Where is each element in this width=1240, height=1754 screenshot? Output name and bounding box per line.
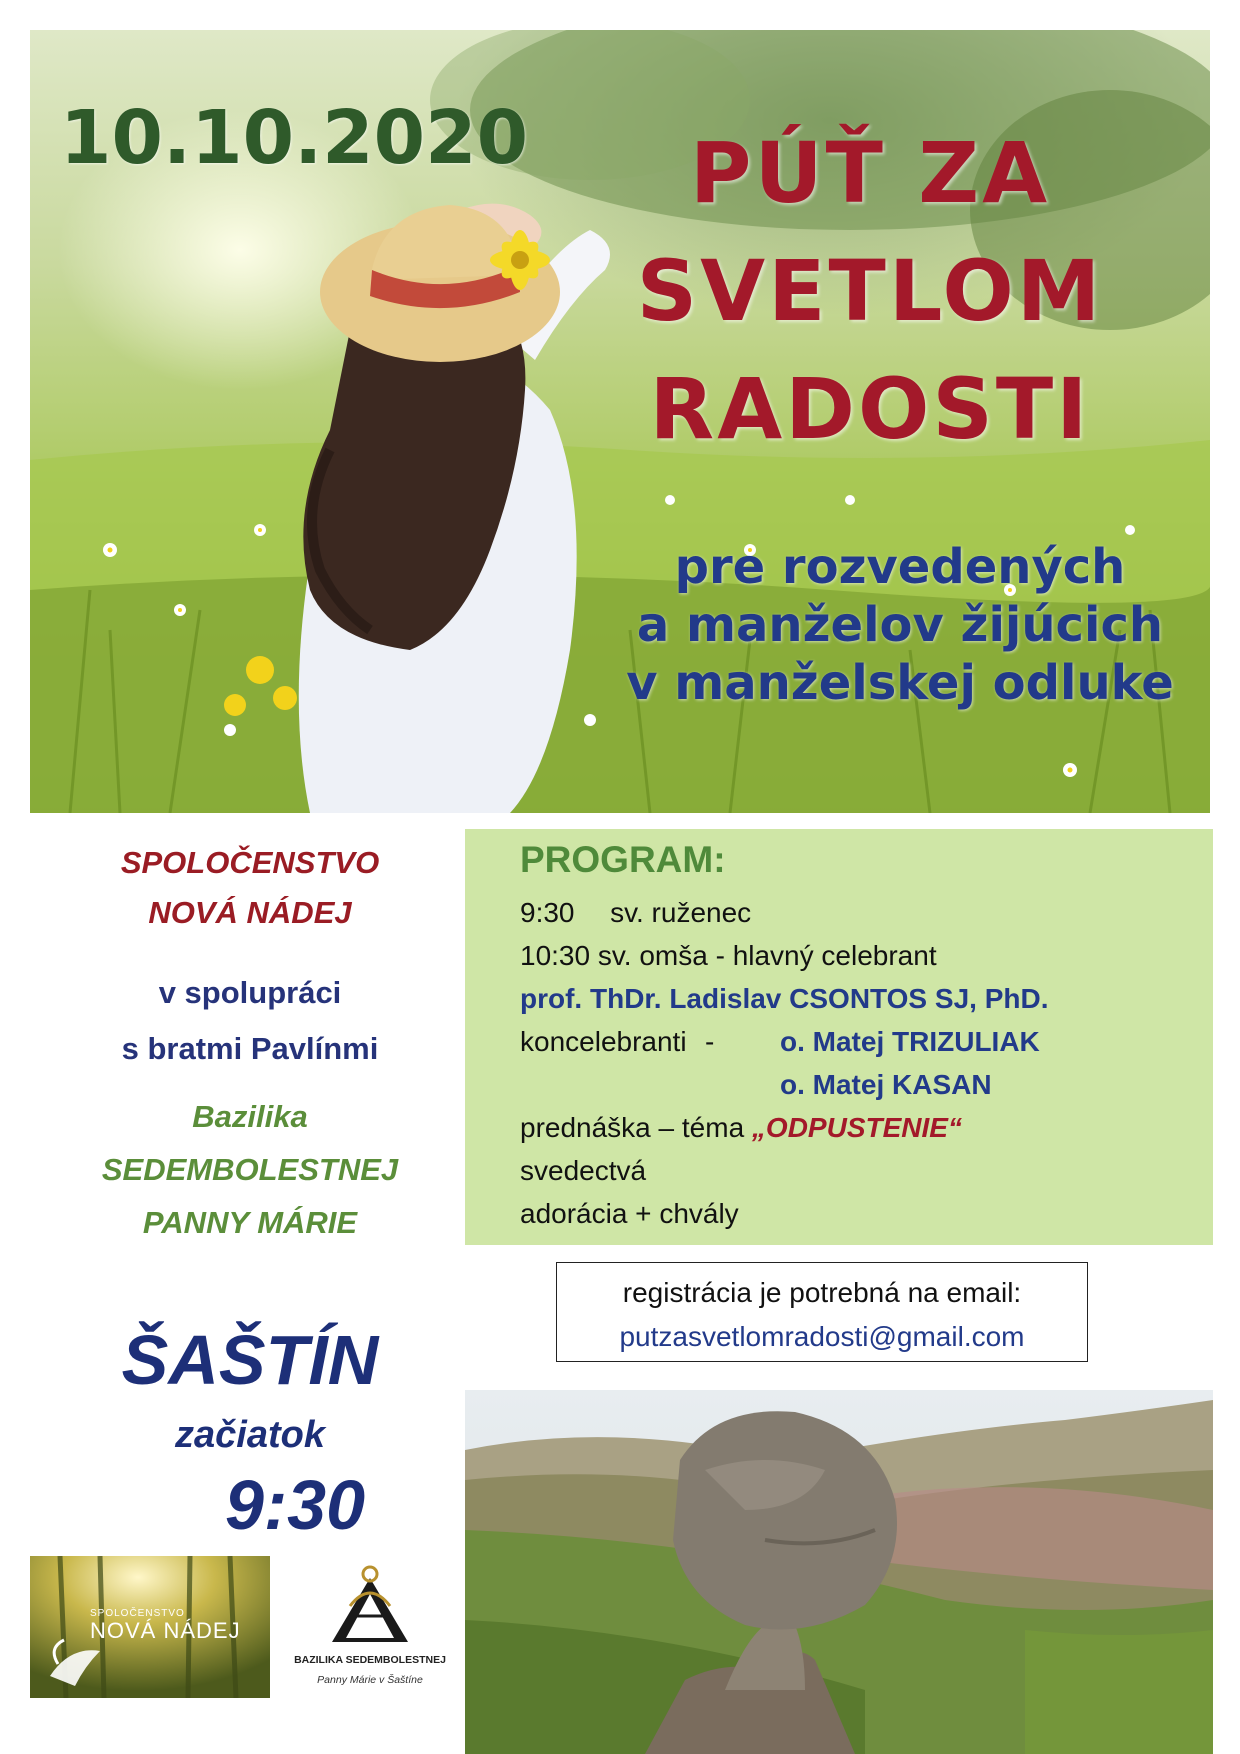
logo-community-label: SPOLOČENSTVO xyxy=(90,1608,185,1619)
concelebrants-dash: - xyxy=(705,1026,715,1057)
title-line: SVETLOM xyxy=(636,242,1104,340)
program-activity: sv. ruženec xyxy=(610,897,752,928)
registration-email-link[interactable]: putzasvetlomradosti@gmail.com xyxy=(619,1321,1025,1352)
start-time: 9:30 xyxy=(224,1466,366,1544)
landscape-illustration xyxy=(465,1390,1213,1754)
venue-name xyxy=(40,1090,460,1249)
organizer-name xyxy=(40,838,460,938)
cooperation-text xyxy=(40,965,460,1077)
concelebrants-label: koncelebranti xyxy=(520,1026,687,1057)
event-title xyxy=(590,114,1150,468)
start-label: začiatok xyxy=(175,1414,325,1456)
lecture-label: prednáška – téma xyxy=(520,1112,745,1143)
event-date: 10.10.2020 xyxy=(60,95,529,181)
hero-photo xyxy=(30,30,1210,813)
program-activity: sv. omša - hlavný celebrant xyxy=(597,940,937,971)
program-time: 10:30 xyxy=(520,940,591,971)
logo-community-name: NOVÁ NÁDEJ xyxy=(90,1618,241,1643)
title-line: PÚŤ ZA xyxy=(689,124,1051,222)
basilica-logo-name: BAZILIKA SEDEMBOLESTNEJ xyxy=(294,1654,446,1666)
main-celebrant: prof. ThDr. Ladislav CSONTOS SJ, PhD. xyxy=(520,983,1049,1014)
organizer-line: SPOLOČENSTVO xyxy=(120,845,380,880)
event-subtitle xyxy=(590,538,1210,712)
venue-line: Bazilika xyxy=(192,1099,308,1134)
program-item-rosary xyxy=(520,897,751,929)
concelebrant-name: o. Matej KASAN xyxy=(780,1069,992,1100)
subtitle-line: a manželov žijúcich xyxy=(636,597,1164,653)
balancing-rock-photo xyxy=(465,1390,1213,1754)
program-title: PROGRAM: xyxy=(520,839,726,880)
program-box xyxy=(465,829,1213,1245)
basilica-logo xyxy=(290,1560,450,1700)
venue-line: PANNY MÁRIE xyxy=(142,1205,358,1240)
basilica-logo-subtitle: Panny Márie v Šaštíne xyxy=(317,1674,423,1686)
program-item-mass xyxy=(520,940,937,972)
registration-text: registrácia je potrebná na email: xyxy=(622,1277,1022,1308)
venue-line: SEDEMBOLESTNEJ xyxy=(101,1152,399,1187)
cooperation-line: s bratmi Pavlínmi xyxy=(121,1031,379,1066)
nova-nadej-logo xyxy=(30,1556,270,1698)
lecture-topic: „ODPUSTENIE“ xyxy=(751,1112,962,1143)
city-name: ŠAŠTÍN xyxy=(121,1321,379,1399)
organizer-line: NOVÁ NÁDEJ xyxy=(148,895,352,930)
cooperation-line: v spolupráci xyxy=(158,975,342,1010)
program-item-adoration: adorácia + chvály xyxy=(520,1198,739,1229)
subtitle-line: v manželskej odluke xyxy=(626,655,1174,711)
basilica-emblem-icon xyxy=(290,1560,450,1652)
program-time: 9:30 xyxy=(520,897,575,928)
program-item-lecture xyxy=(520,1112,962,1144)
subtitle-line: pre rozvedených xyxy=(674,539,1126,595)
concelebrant-name: o. Matej TRIZULIAK xyxy=(780,1026,1040,1057)
program-item-testimonies: svedectvá xyxy=(520,1155,647,1186)
title-line: RADOSTI xyxy=(649,360,1091,458)
registration-box xyxy=(556,1262,1088,1362)
